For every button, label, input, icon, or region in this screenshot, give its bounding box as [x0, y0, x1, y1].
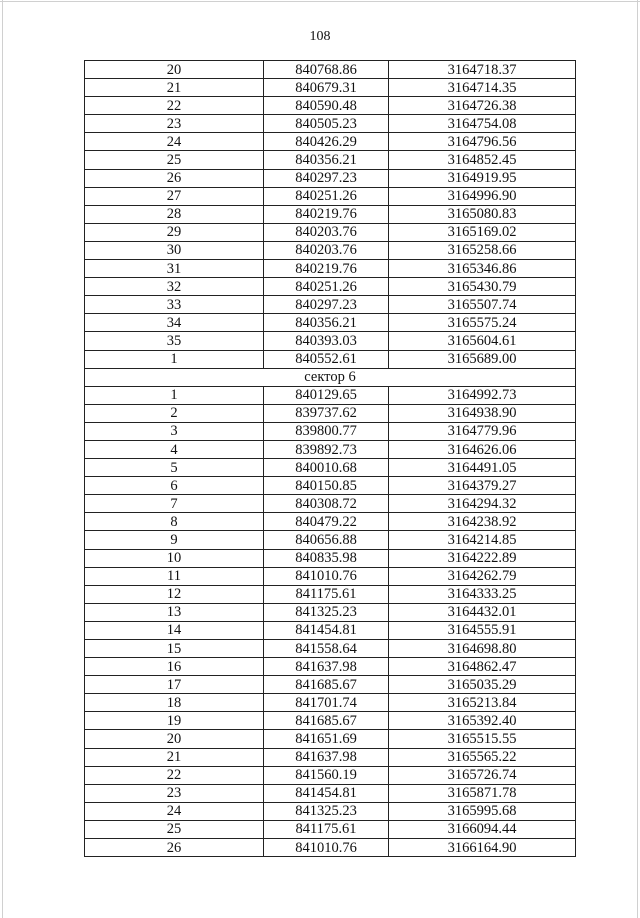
table-row	[85, 296, 576, 314]
point-number-cell: 31	[85, 260, 264, 278]
point-number-cell: 23	[85, 784, 264, 802]
x-coordinate-cell: 841637.98	[264, 658, 389, 676]
x-coordinate-cell: 840393.03	[264, 332, 389, 350]
table-row	[85, 549, 576, 567]
point-number-cell: 8	[85, 513, 264, 531]
y-coordinate-cell: 3166094.44	[389, 820, 576, 838]
y-coordinate-cell: 3164294.32	[389, 495, 576, 513]
point-number-cell: 26	[85, 839, 264, 857]
y-coordinate-cell: 3164333.25	[389, 585, 576, 603]
point-number-cell: 33	[85, 296, 264, 314]
x-coordinate-cell: 840656.88	[264, 531, 389, 549]
table-row	[85, 314, 576, 332]
table-row	[85, 332, 576, 350]
y-coordinate-cell: 3165726.74	[389, 766, 576, 784]
table-row	[85, 278, 576, 296]
point-number-cell: 1	[85, 386, 264, 404]
table-row	[85, 839, 576, 857]
x-coordinate-cell: 840297.23	[264, 169, 389, 187]
table-row	[85, 440, 576, 458]
x-coordinate-cell: 840479.22	[264, 513, 389, 531]
table-row	[85, 169, 576, 187]
table-row	[85, 61, 576, 79]
x-coordinate-cell: 840297.23	[264, 296, 389, 314]
point-number-cell: 20	[85, 730, 264, 748]
x-coordinate-cell: 840203.76	[264, 223, 389, 241]
y-coordinate-cell: 3164626.06	[389, 440, 576, 458]
table-row	[85, 802, 576, 820]
y-coordinate-cell: 3164718.37	[389, 61, 576, 79]
table-row	[85, 784, 576, 802]
table-row	[85, 422, 576, 440]
x-coordinate-cell: 840203.76	[264, 241, 389, 259]
table-row	[85, 477, 576, 495]
x-coordinate-cell: 841175.61	[264, 585, 389, 603]
point-number-cell: 21	[85, 748, 264, 766]
x-coordinate-cell: 841454.81	[264, 784, 389, 802]
y-coordinate-cell: 3165392.40	[389, 712, 576, 730]
y-coordinate-cell: 3165515.55	[389, 730, 576, 748]
x-coordinate-cell: 840219.76	[264, 205, 389, 223]
x-coordinate-cell: 841325.23	[264, 603, 389, 621]
y-coordinate-cell: 3164754.08	[389, 115, 576, 133]
point-number-cell: 21	[85, 79, 264, 97]
point-number-cell: 28	[85, 205, 264, 223]
point-number-cell: 16	[85, 658, 264, 676]
point-number-cell: 29	[85, 223, 264, 241]
point-number-cell: 11	[85, 567, 264, 585]
point-number-cell: 6	[85, 477, 264, 495]
point-number-cell: 17	[85, 676, 264, 694]
point-number-cell: 5	[85, 459, 264, 477]
x-coordinate-cell: 840835.98	[264, 549, 389, 567]
x-coordinate-cell: 840426.29	[264, 133, 389, 151]
y-coordinate-cell: 3165565.22	[389, 748, 576, 766]
y-coordinate-cell: 3165080.83	[389, 205, 576, 223]
table-row	[85, 567, 576, 585]
y-coordinate-cell: 3165575.24	[389, 314, 576, 332]
y-coordinate-cell: 3165430.79	[389, 278, 576, 296]
x-coordinate-cell: 841010.76	[264, 567, 389, 585]
y-coordinate-cell: 3164714.35	[389, 79, 576, 97]
x-coordinate-cell: 839800.77	[264, 422, 389, 440]
table-row	[85, 350, 576, 368]
y-coordinate-cell: 3166164.90	[389, 839, 576, 857]
point-number-cell: 15	[85, 640, 264, 658]
y-coordinate-cell: 3164379.27	[389, 477, 576, 495]
y-coordinate-cell: 3164992.73	[389, 386, 576, 404]
x-coordinate-cell: 840251.26	[264, 187, 389, 205]
point-number-cell: 22	[85, 766, 264, 784]
y-coordinate-cell: 3165346.86	[389, 260, 576, 278]
y-coordinate-cell: 3165213.84	[389, 694, 576, 712]
table-row	[85, 513, 576, 531]
x-coordinate-cell: 840552.61	[264, 350, 389, 368]
y-coordinate-cell: 3164726.38	[389, 97, 576, 115]
y-coordinate-cell: 3164222.89	[389, 549, 576, 567]
x-coordinate-cell: 840679.31	[264, 79, 389, 97]
point-number-cell: 24	[85, 802, 264, 820]
point-number-cell: 24	[85, 133, 264, 151]
y-coordinate-cell: 3165995.68	[389, 802, 576, 820]
x-coordinate-cell: 840129.65	[264, 386, 389, 404]
sector-label: сектор 6	[85, 368, 576, 386]
table-row	[85, 133, 576, 151]
x-coordinate-cell: 841175.61	[264, 820, 389, 838]
point-number-cell: 4	[85, 440, 264, 458]
table-row	[85, 766, 576, 784]
scan-edge-left	[2, 0, 3, 918]
y-coordinate-cell: 3164238.92	[389, 513, 576, 531]
table-row	[85, 531, 576, 549]
x-coordinate-cell: 840251.26	[264, 278, 389, 296]
point-number-cell: 32	[85, 278, 264, 296]
table-row	[85, 585, 576, 603]
y-coordinate-cell: 3165169.02	[389, 223, 576, 241]
y-coordinate-cell: 3164779.96	[389, 422, 576, 440]
table-row	[85, 97, 576, 115]
x-coordinate-cell: 841685.67	[264, 712, 389, 730]
table-row	[85, 151, 576, 169]
x-coordinate-cell: 841325.23	[264, 802, 389, 820]
coordinates-table	[84, 60, 576, 857]
point-number-cell: 1	[85, 350, 264, 368]
x-coordinate-cell: 841010.76	[264, 839, 389, 857]
point-number-cell: 26	[85, 169, 264, 187]
table-row	[85, 694, 576, 712]
x-coordinate-cell: 840150.85	[264, 477, 389, 495]
table-row	[85, 115, 576, 133]
table-row	[85, 603, 576, 621]
y-coordinate-cell: 3164262.79	[389, 567, 576, 585]
y-coordinate-cell: 3164938.90	[389, 404, 576, 422]
point-number-cell: 7	[85, 495, 264, 513]
y-coordinate-cell: 3165871.78	[389, 784, 576, 802]
x-coordinate-cell: 840590.48	[264, 97, 389, 115]
point-number-cell: 3	[85, 422, 264, 440]
point-number-cell: 23	[85, 115, 264, 133]
point-number-cell: 9	[85, 531, 264, 549]
point-number-cell: 25	[85, 820, 264, 838]
point-number-cell: 20	[85, 61, 264, 79]
y-coordinate-cell: 3165035.29	[389, 676, 576, 694]
x-coordinate-cell: 840010.68	[264, 459, 389, 477]
table-row	[85, 748, 576, 766]
y-coordinate-cell: 3164996.90	[389, 187, 576, 205]
table-row	[85, 730, 576, 748]
point-number-cell: 27	[85, 187, 264, 205]
table-row	[85, 241, 576, 259]
x-coordinate-cell: 840356.21	[264, 151, 389, 169]
y-coordinate-cell: 3164432.01	[389, 603, 576, 621]
table-row	[85, 495, 576, 513]
sector-header-row	[85, 368, 576, 386]
table-row	[85, 621, 576, 639]
table-row	[85, 223, 576, 241]
page-number: 108	[309, 29, 331, 44]
table-row	[85, 386, 576, 404]
point-number-cell: 35	[85, 332, 264, 350]
scan-edge-top	[0, 1, 640, 2]
y-coordinate-cell: 3165689.00	[389, 350, 576, 368]
y-coordinate-cell: 3164214.85	[389, 531, 576, 549]
scan-edge-right	[637, 0, 638, 918]
y-coordinate-cell: 3165507.74	[389, 296, 576, 314]
x-coordinate-cell: 839737.62	[264, 404, 389, 422]
y-coordinate-cell: 3164852.45	[389, 151, 576, 169]
x-coordinate-cell: 841637.98	[264, 748, 389, 766]
x-coordinate-cell: 840505.23	[264, 115, 389, 133]
point-number-cell: 10	[85, 549, 264, 567]
y-coordinate-cell: 3164796.56	[389, 133, 576, 151]
point-number-cell: 2	[85, 404, 264, 422]
x-coordinate-cell: 839892.73	[264, 440, 389, 458]
x-coordinate-cell: 841454.81	[264, 621, 389, 639]
y-coordinate-cell: 3164491.05	[389, 459, 576, 477]
x-coordinate-cell: 841685.67	[264, 676, 389, 694]
table-row	[85, 459, 576, 477]
point-number-cell: 18	[85, 694, 264, 712]
x-coordinate-cell: 840308.72	[264, 495, 389, 513]
point-number-cell: 22	[85, 97, 264, 115]
table-row	[85, 676, 576, 694]
y-coordinate-cell: 3164862.47	[389, 658, 576, 676]
point-number-cell: 12	[85, 585, 264, 603]
table-row	[85, 712, 576, 730]
point-number-cell: 14	[85, 621, 264, 639]
x-coordinate-cell: 841701.74	[264, 694, 389, 712]
x-coordinate-cell: 841560.19	[264, 766, 389, 784]
table-row	[85, 187, 576, 205]
table-row	[85, 205, 576, 223]
coordinates-table-body	[85, 61, 576, 857]
table-row	[85, 404, 576, 422]
x-coordinate-cell: 840356.21	[264, 314, 389, 332]
point-number-cell: 30	[85, 241, 264, 259]
y-coordinate-cell: 3164919.95	[389, 169, 576, 187]
y-coordinate-cell: 3165258.66	[389, 241, 576, 259]
table-row	[85, 260, 576, 278]
table-row	[85, 640, 576, 658]
point-number-cell: 25	[85, 151, 264, 169]
x-coordinate-cell: 841558.64	[264, 640, 389, 658]
table-row	[85, 820, 576, 838]
y-coordinate-cell: 3164555.91	[389, 621, 576, 639]
x-coordinate-cell: 840219.76	[264, 260, 389, 278]
y-coordinate-cell: 3165604.61	[389, 332, 576, 350]
x-coordinate-cell: 840768.86	[264, 61, 389, 79]
y-coordinate-cell: 3164698.80	[389, 640, 576, 658]
point-number-cell: 13	[85, 603, 264, 621]
point-number-cell: 34	[85, 314, 264, 332]
table-row	[85, 658, 576, 676]
table-row	[85, 79, 576, 97]
x-coordinate-cell: 841651.69	[264, 730, 389, 748]
point-number-cell: 19	[85, 712, 264, 730]
